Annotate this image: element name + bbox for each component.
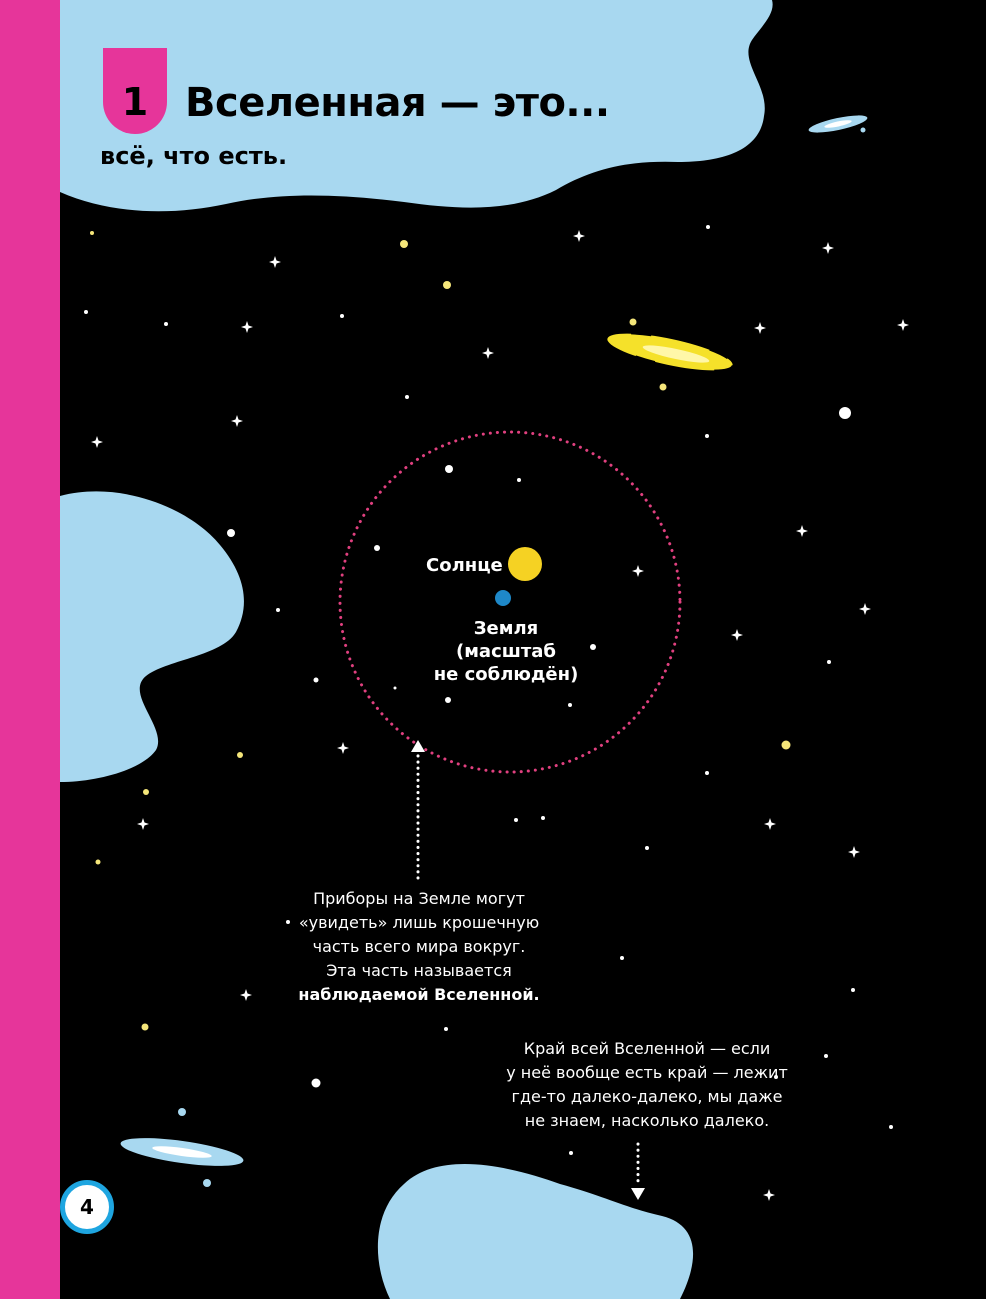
arrow-up-icon — [411, 740, 425, 878]
note-line: где-то далеко-далеко, мы даже — [511, 1087, 783, 1106]
bottom-cloud — [378, 1164, 693, 1299]
earth-label-line: Земля — [473, 618, 539, 639]
universe-edge-note — [486, 1037, 808, 1133]
sun-icon — [508, 547, 542, 581]
earth-label-line: не соблюдён) — [433, 664, 579, 685]
earth-icon — [495, 590, 511, 606]
page-title: Вселенная — это... — [185, 80, 610, 126]
earth-label — [414, 617, 598, 686]
note-line: Край всей Вселенной — если — [523, 1039, 771, 1058]
chapter-number: 1 — [121, 80, 149, 124]
left-cloud — [60, 491, 244, 782]
page-subtitle: всё, что есть. — [100, 142, 288, 170]
side-bar — [0, 0, 60, 1299]
arrow-down-icon — [631, 1144, 645, 1200]
note-line: «увидеть» лишь крошечную — [298, 913, 540, 932]
note-line: Эта часть называется — [326, 961, 512, 980]
galaxy-top-right — [807, 112, 868, 136]
galaxy-bottom-left — [119, 1132, 245, 1171]
note-line: у неё вообще есть край — лежит — [506, 1063, 788, 1082]
sun-label: Солнце — [426, 555, 503, 576]
note-line: не знаем, насколько далеко. — [524, 1111, 770, 1130]
note-line: Приборы на Земле могут — [313, 889, 525, 908]
observable-universe-note — [270, 887, 568, 1007]
galaxy-yellow — [605, 326, 736, 378]
earth-label-line: (масштаб — [455, 641, 557, 662]
note-line: часть всего мира вокруг. — [312, 937, 526, 956]
observable-universe-circle — [340, 432, 680, 772]
page-number: 4 — [60, 1180, 114, 1234]
note-line-bold: наблюдаемой Вселенной. — [298, 985, 540, 1004]
